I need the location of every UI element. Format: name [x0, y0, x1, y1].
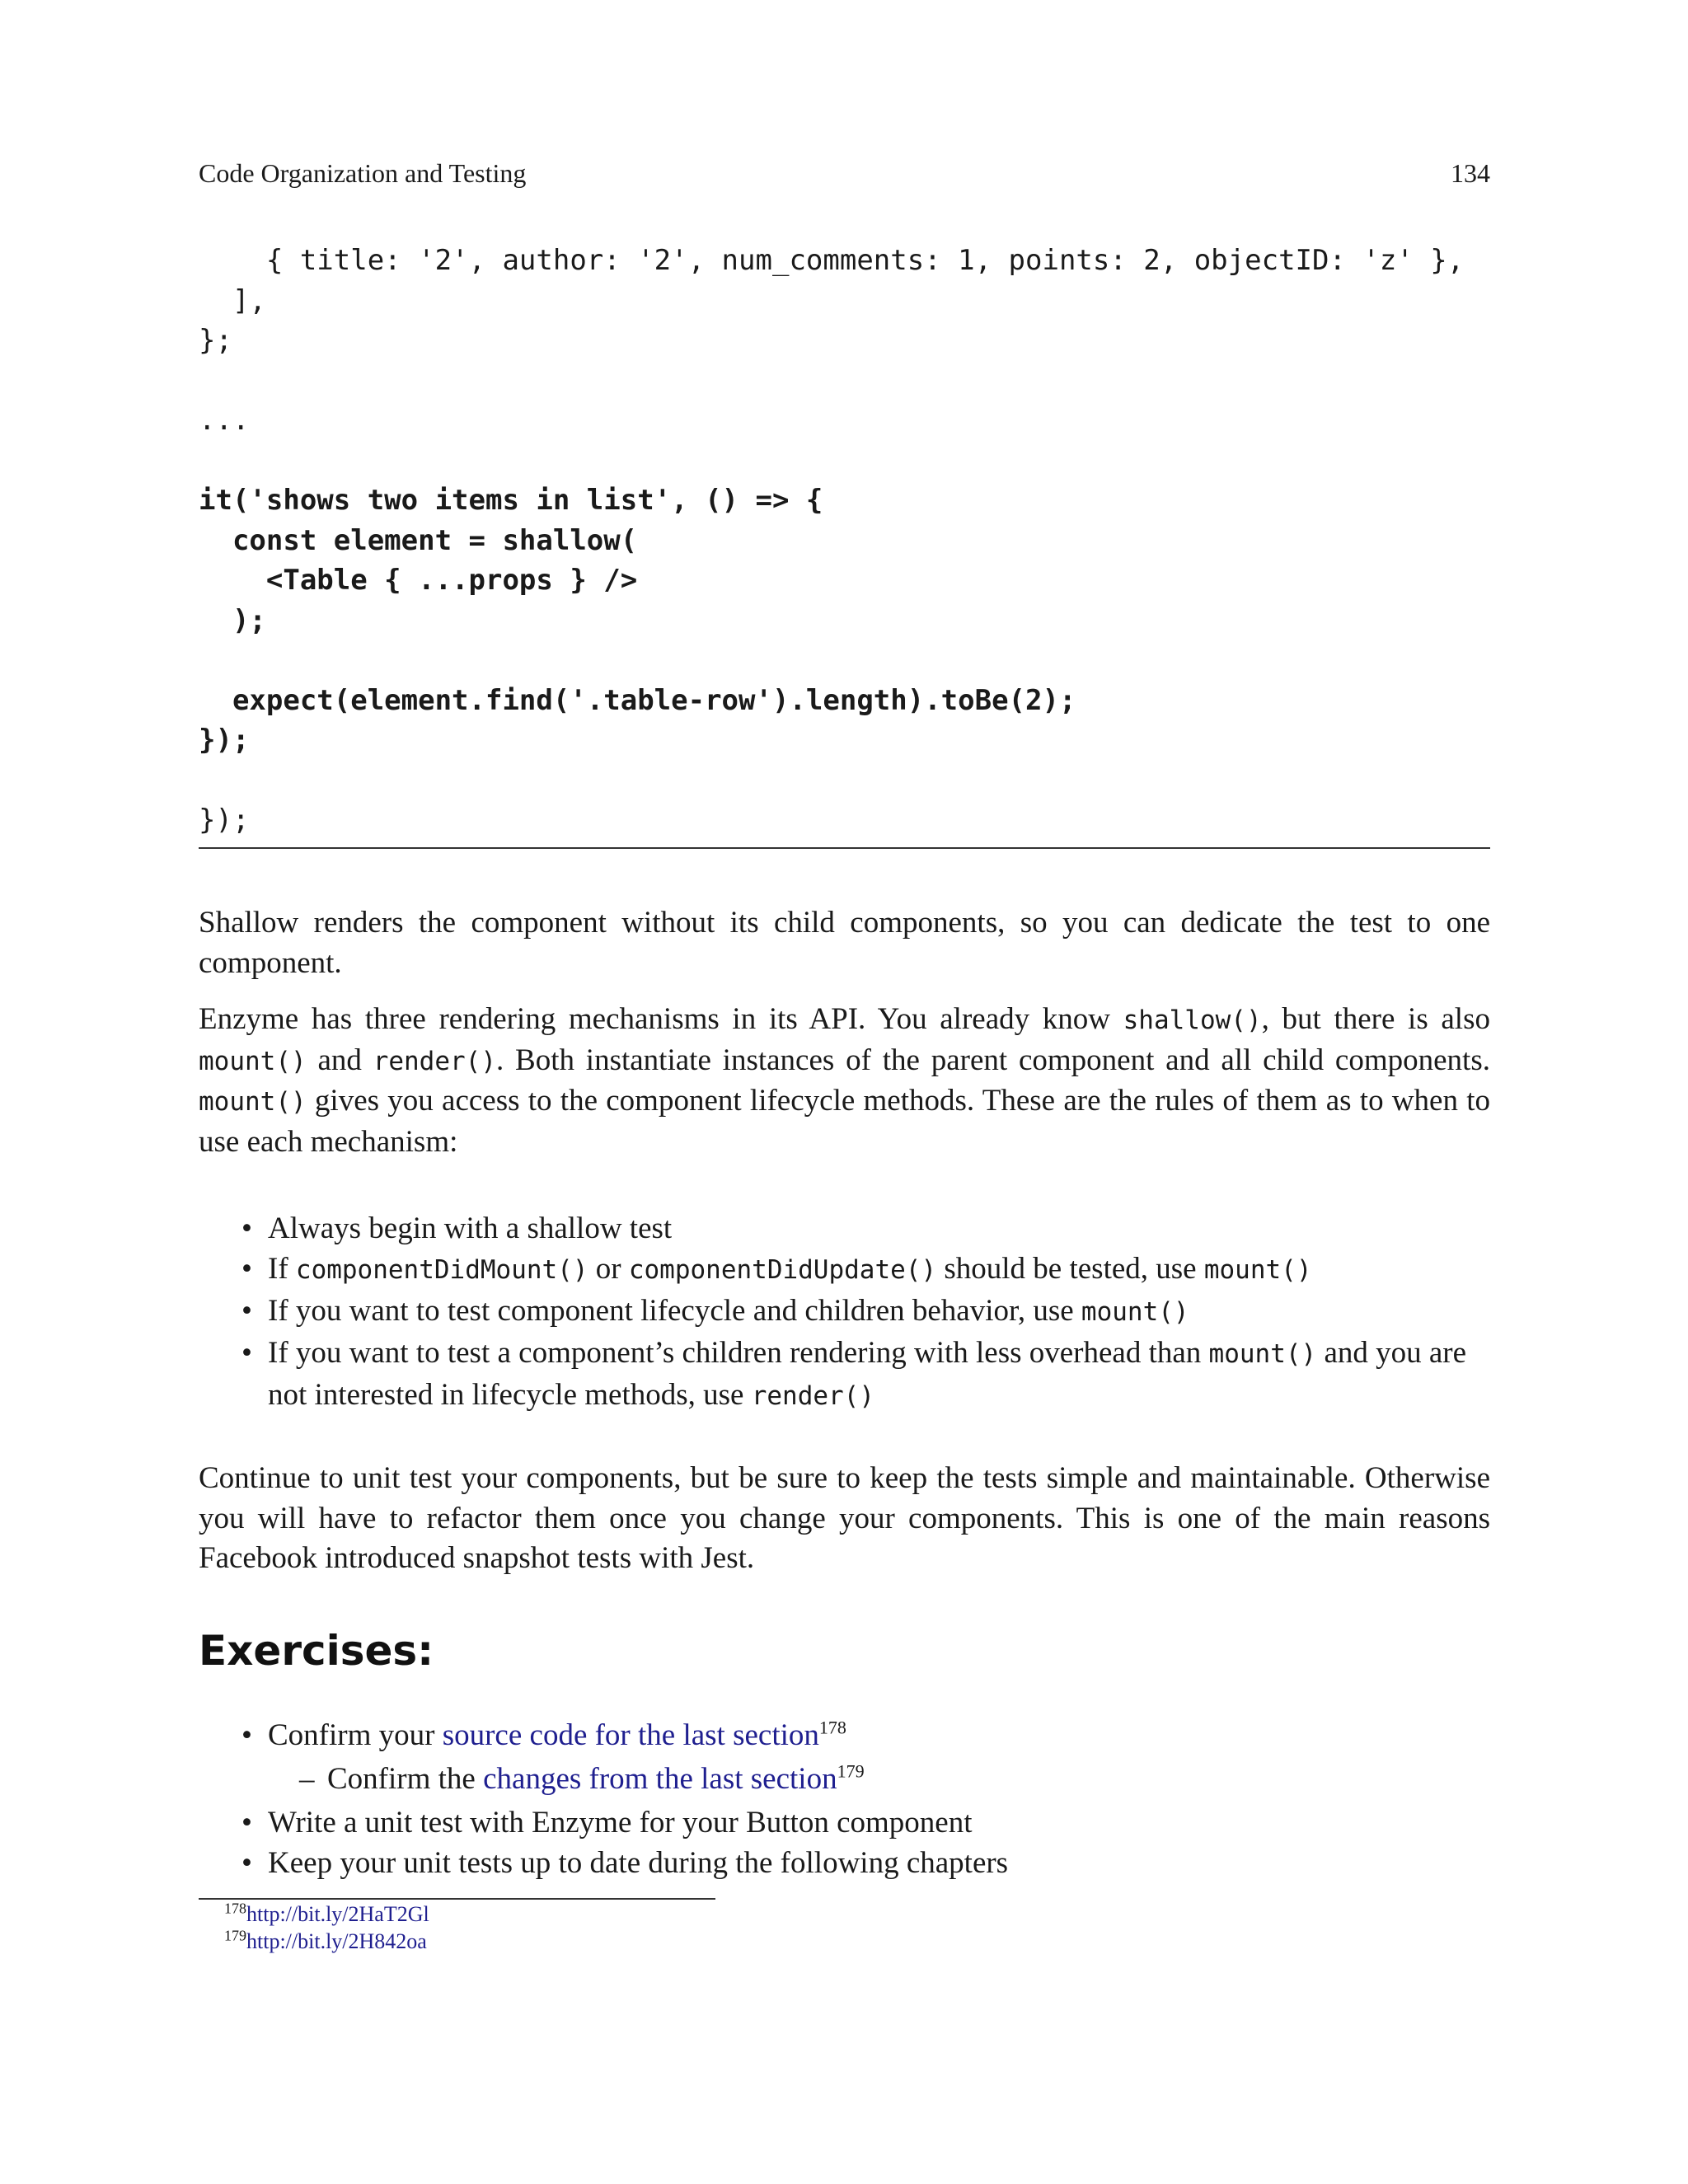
- list-item: – Confirm the changes from the last section$^{179}$: [268, 1759, 1490, 1799]
- code-line: };: [199, 324, 232, 357]
- list-item: • If you want to test a component’s children rendering with less overhead than mount() and you are not interested in lifecycle methods, use render(): [199, 1333, 1490, 1417]
- footnote-link[interactable]: http://bit.ly/2H842oa: [246, 1929, 427, 1953]
- inline-code: render(): [373, 1046, 496, 1076]
- paragraph-conclusion: Continue to unit test your components, but be sure to keep the tests simple and maintainable. Otherwise you will have to refactor them once you change your components. This is one of the main reasons Facebook introduced snapshot tests with Jest.: [199, 1461, 1490, 1575]
- code-line: });: [199, 804, 250, 837]
- page-number: 134: [1451, 158, 1490, 188]
- code-line-highlighted: });: [199, 724, 250, 757]
- changes-link[interactable]: changes from the last section: [483, 1762, 837, 1796]
- footnote-ref[interactable]: 178: [818, 1717, 846, 1738]
- inline-code: mount(): [199, 1087, 307, 1117]
- list-item: • Always begin with a shallow test: [199, 1208, 1490, 1249]
- list-item: • If componentDidMount() or componentDidUpdate() should be tested, use mount(): [199, 1249, 1490, 1291]
- footnote: $^{179}$http://bit.ly/2H842oa: [224, 1927, 427, 1953]
- rules-list: [199, 1208, 1490, 1417]
- inline-code: render(): [751, 1381, 875, 1411]
- list-item: • Keep your unit tests up to date during the following chapters: [199, 1843, 1490, 1883]
- inline-code: componentDidMount(): [295, 1255, 588, 1285]
- exercises-heading: Exercises:: [199, 1627, 434, 1675]
- paragraph-shallow-intro: Shallow renders the component without its child components, so you can dedicate the test to one component.: [199, 906, 1490, 980]
- list-item: • If you want to test component lifecycle and children behavior, use mount(): [199, 1291, 1490, 1333]
- paragraph-rendering-mechanisms: Enzyme has three rendering mechanisms in its API. You already know shallow(), but there is also mount() and render(). Both instantiate instances of the parent component and all child components. mount() gives you access to the component lifecycle methods. These are the rules of them as to when to use each mechanism:: [199, 1002, 1490, 1159]
- source-code-link[interactable]: source code for the last section: [442, 1718, 819, 1752]
- footnote-ref[interactable]: 179: [837, 1760, 865, 1782]
- inline-code: mount(): [1208, 1339, 1317, 1369]
- code-block-divider: [199, 847, 1490, 849]
- inline-code: componentDidUpdate(): [628, 1255, 937, 1285]
- footnotes: [224, 1900, 429, 1955]
- code-line: { title: '2', author: '2', num_comments: 1, points: 2, objectID: 'z' },: [199, 244, 1465, 277]
- code-line-highlighted: <Table { ...props } />: [199, 564, 638, 597]
- footnote-divider: [199, 1898, 715, 1900]
- code-line-highlighted: expect(element.find('.table-row').length).toBe(2);: [199, 683, 1076, 717]
- exercises-sublist: [268, 1759, 1490, 1799]
- list-item: • Write a unit test with Enzyme for your Button component: [199, 1802, 1490, 1843]
- inline-code: shallow(): [1123, 1005, 1262, 1035]
- code-line: ...: [199, 404, 250, 437]
- code-line-highlighted: const element = shallow(: [199, 523, 638, 557]
- code-line: ],: [199, 284, 266, 317]
- inline-code: mount(): [1203, 1255, 1312, 1285]
- code-line-highlighted: it('shows two items in list', () => {: [199, 484, 823, 517]
- footnote: $^{178}$http://bit.ly/2HaT2Gl: [224, 1900, 429, 1926]
- exercises-list: [199, 1715, 1490, 1883]
- list-item: • Confirm your source code for the last section$^{178}$ – Confirm the changes from the last section$^{179}$: [199, 1715, 1490, 1799]
- chapter-title: Code Organization and Testing: [199, 158, 527, 188]
- inline-code: mount(): [199, 1046, 307, 1076]
- inline-code: mount(): [1081, 1297, 1189, 1327]
- code-line-highlighted: );: [199, 603, 266, 637]
- code-block: [199, 241, 1490, 841]
- footnote-link[interactable]: http://bit.ly/2HaT2Gl: [246, 1902, 429, 1926]
